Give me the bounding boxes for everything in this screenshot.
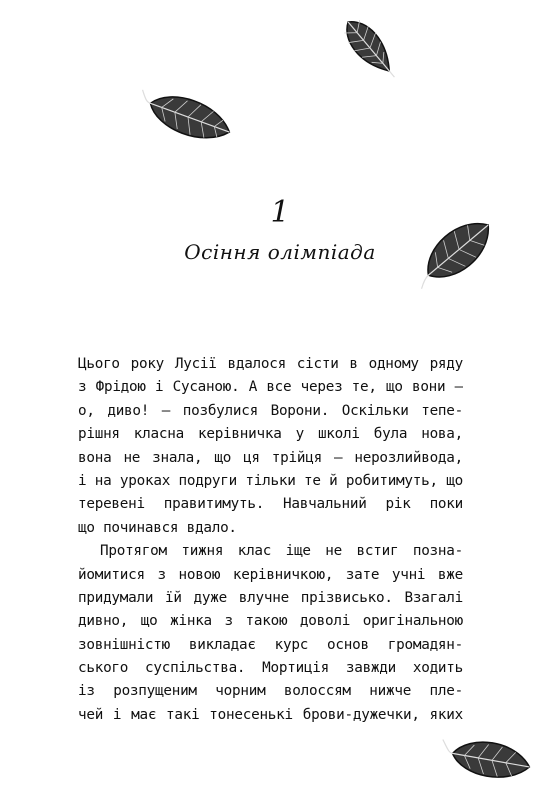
chapter-number: 1 bbox=[270, 195, 290, 230]
text-line: о, диво! — позбулися Ворони. Оскільки тепе- bbox=[78, 402, 463, 419]
text-line: що починався вдало. bbox=[78, 519, 237, 536]
text-line: з Фрідою і Сусаною. А все через те, що вони — bbox=[78, 379, 463, 396]
leaf-icon bbox=[336, 8, 404, 88]
chapter-title: Осіння олімпіада bbox=[184, 240, 376, 264]
text-line: чей і має такі тонесенькі брови-дужечки, яких bbox=[78, 706, 463, 723]
text-line: ського суспільства. Мортиція завжди ходить bbox=[78, 660, 463, 677]
leaf-icon bbox=[436, 722, 536, 792]
text-line: придумали їй дуже влучне прізвисько. Взагалі bbox=[78, 589, 463, 606]
text-line: йомитися з новою керівничкою, зате учні вже bbox=[78, 566, 463, 583]
text-line: Цього року Лусії вдалося сісти в одному ряду bbox=[78, 356, 463, 372]
leaf-icon bbox=[130, 84, 240, 150]
text-line: із розпущеним чорним волоссям нижче пле- bbox=[78, 683, 463, 700]
text-line: і на уроках подруги тільки те й робитимуть, що bbox=[78, 472, 463, 489]
text-line: Протягом тижня клас іще не встиг позна- bbox=[100, 543, 463, 560]
body-text bbox=[78, 353, 463, 727]
text-line: дивно, що жінка з такою доволі оригінальною bbox=[78, 613, 463, 630]
text-line: теревені правитимуть. Навчальний рік поки bbox=[78, 496, 463, 513]
text-line: вона не знала, що ця трійця — нерозлийвода, bbox=[78, 449, 463, 466]
text-line: рішня класна керівничка у школі була нова, bbox=[78, 426, 463, 443]
text-line: зовнішністю викладає курс основ громадян- bbox=[78, 636, 463, 653]
